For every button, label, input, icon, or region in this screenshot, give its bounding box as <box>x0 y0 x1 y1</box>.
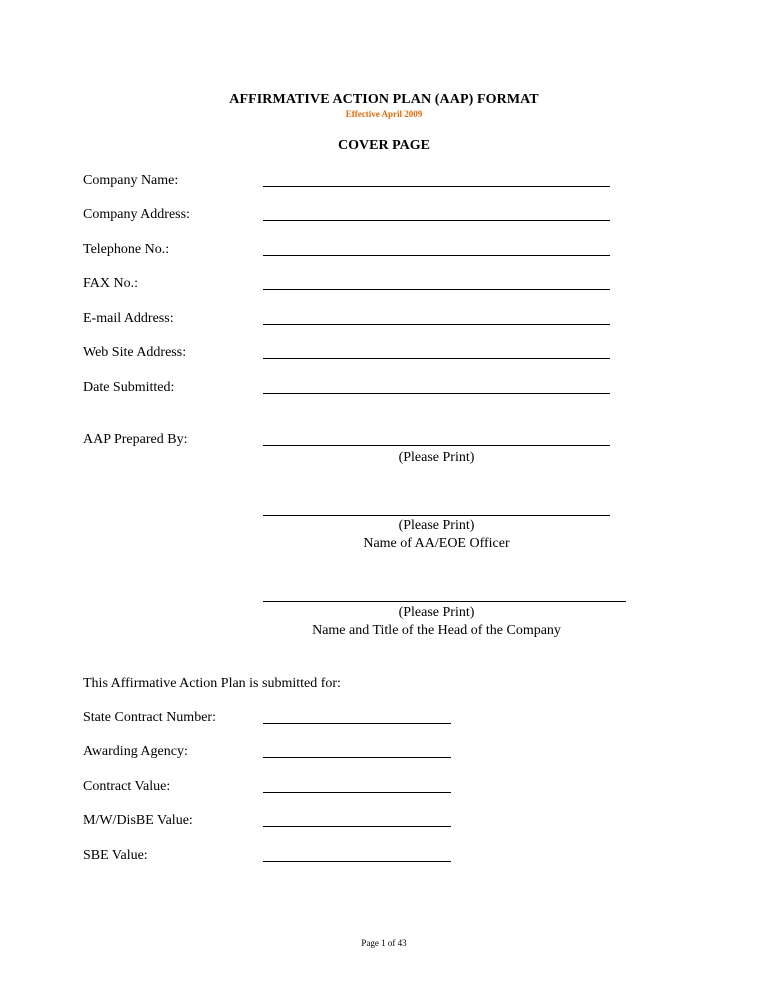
telephone-label: Telephone No.: <box>83 242 170 257</box>
date-submitted-field[interactable] <box>263 393 610 394</box>
officer-name-field[interactable] <box>263 515 610 516</box>
prepared-by-note: (Please Print) <box>398 450 475 465</box>
contract-value-label: Contract Value: <box>83 779 171 794</box>
prepared-by-label: AAP Prepared By: <box>83 432 188 447</box>
company-address-label: Company Address: <box>83 207 190 222</box>
company-name-field[interactable] <box>263 186 610 187</box>
email-field[interactable] <box>263 324 610 325</box>
mwdisbe-value-field[interactable] <box>263 826 451 827</box>
officer-note: (Please Print) <box>398 518 475 533</box>
fax-label: FAX No.: <box>83 276 138 291</box>
effective-date: Effective April 2009 <box>345 109 423 119</box>
cover-page-heading: COVER PAGE <box>338 138 430 153</box>
page-number: Page 1 of 43 <box>361 938 407 948</box>
sbe-value-field[interactable] <box>263 861 451 862</box>
website-label: Web Site Address: <box>83 345 187 360</box>
mwdisbe-value-label: M/W/DisBE Value: <box>83 813 193 828</box>
submitted-for-text: This Affirmative Action Plan is submitted for: <box>83 676 341 691</box>
head-note: (Please Print) <box>398 605 475 620</box>
telephone-field[interactable] <box>263 255 610 256</box>
awarding-agency-field[interactable] <box>263 757 451 758</box>
head-of-company-field[interactable] <box>263 601 626 602</box>
awarding-agency-label: Awarding Agency: <box>83 744 188 759</box>
state-contract-number-field[interactable] <box>263 723 451 724</box>
email-label: E-mail Address: <box>83 311 174 326</box>
head-caption: Name and Title of the Head of the Company <box>312 623 561 638</box>
date-submitted-label: Date Submitted: <box>83 380 175 395</box>
fax-field[interactable] <box>263 289 610 290</box>
contract-value-field[interactable] <box>263 792 451 793</box>
company-name-label: Company Name: <box>83 173 179 188</box>
company-address-field[interactable] <box>263 220 610 221</box>
officer-caption: Name of AA/EOE Officer <box>363 536 510 551</box>
website-field[interactable] <box>263 358 610 359</box>
document-title: AFFIRMATIVE ACTION PLAN (AAP) FORMAT <box>229 92 539 107</box>
state-contract-number-label: State Contract Number: <box>83 710 216 725</box>
prepared-by-field[interactable] <box>263 445 610 446</box>
sbe-value-label: SBE Value: <box>83 848 148 863</box>
